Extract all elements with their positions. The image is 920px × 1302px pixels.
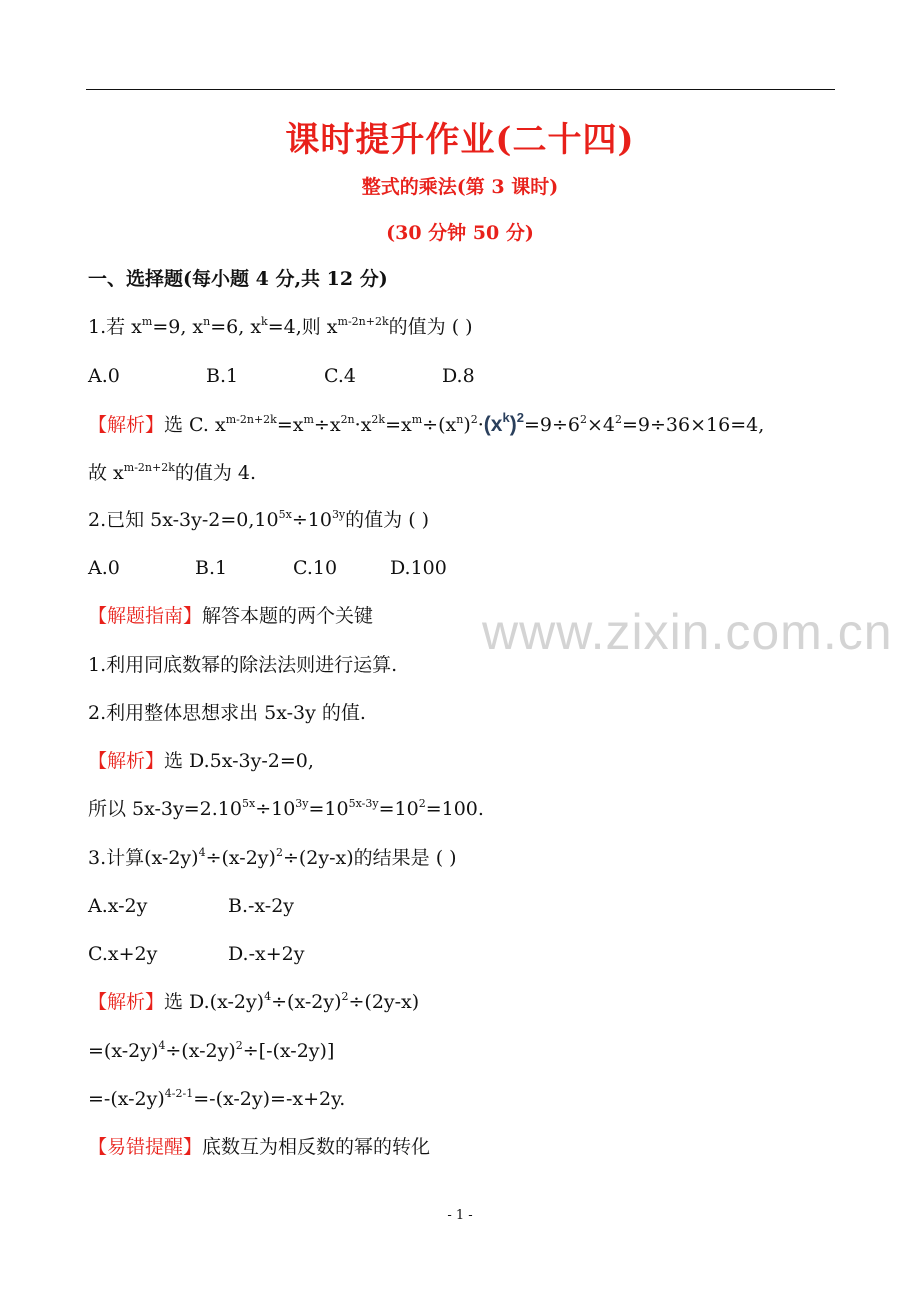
- q3-option-a: A.x-2y: [88, 895, 148, 917]
- q3-stem: 3.计算$(x-2y)^4\div(x-2y)^2\div(2y-x)$的结果是 ( ): [88, 846, 457, 869]
- q1-option-a: A.0: [88, 365, 120, 387]
- section-heading: 一、选择题(每小题 4 分,共 12 分): [88, 268, 388, 290]
- formula-image-xk-squared: $(x^k)^2$: [483, 410, 524, 436]
- q2-option-d: D.100: [390, 557, 447, 579]
- time-score-info: (30 分钟 50 分): [386, 222, 534, 244]
- page-subtitle: 整式的乘法(第 3 课时): [361, 176, 559, 198]
- q2-analysis: 【解析】选 D.5x-3y-2=0,: [88, 750, 314, 772]
- q1-conclusion: 故 $x^{m-2n+2k}$的值为 4.: [88, 461, 257, 484]
- q1-option-d: D.8: [442, 365, 475, 387]
- tip-label: 【易错提醒】: [88, 1136, 203, 1158]
- q3-options-row2: [88, 942, 304, 966]
- watermark: www.zixin.com.cn: [482, 604, 893, 660]
- header-rule: [86, 89, 835, 90]
- q2-stem: 2.已知 $5x-3y-2=0,10^{5x}\div 10^{3y}$的值为 ( ): [88, 508, 430, 531]
- guide-label: 【解题指南】: [88, 605, 203, 627]
- q3-option-b: B.-x-2y: [228, 895, 295, 917]
- q2-option-b: B.1: [195, 557, 228, 579]
- page-number: - 1 -: [447, 1208, 473, 1223]
- q2-options: [88, 556, 447, 580]
- q3-analysis: 【解析】选 $D.(x-2y)^4\div(x-2y)^2\div(2y-x)$: [88, 990, 420, 1013]
- q1-stem: 1.若 $x^m=9$, $x^n=6$, $x^k=4$,则 $x^{m-2n+2k}$的值为 ( ): [88, 315, 473, 338]
- q3-tip: 【易错提醒】底数互为相反数的幂的转化: [88, 1136, 431, 1158]
- page-title: 课时提升作业(二十四): [285, 120, 635, 160]
- q2-guide: 【解题指南】解答本题的两个关键: [88, 605, 374, 627]
- q3-option-c: C.x+2y: [88, 943, 158, 965]
- q2-option-a: A.0: [88, 557, 120, 579]
- q2-so: 所以 $5x-3y=2.10^{5x}\div 10^{3y}=10^{5x-3y}=10^2=100$.: [88, 797, 484, 820]
- analysis-label: 【解析】: [88, 750, 165, 772]
- q3-step-2: $=(x-2y)^4\div(x-2y)^2\div[-(x-2y)]$: [88, 1039, 335, 1062]
- q2-option-c: C.10: [293, 557, 338, 579]
- q3-option-d: D.-x+2y: [228, 943, 305, 965]
- analysis-label: 【解析】: [88, 414, 165, 436]
- q1-options: [88, 364, 475, 388]
- q3-step-3: $=-(x-2y)^{4-2-1}=-(x-2y)=-x+2y$.: [88, 1087, 346, 1110]
- q1-option-b: B.1: [206, 365, 239, 387]
- q2-guide-point-2: 2.利用整体思想求出 5x-3y 的值.: [88, 702, 366, 724]
- q2-guide-point-1: 1.利用同底数幂的除法法则进行运算.: [88, 654, 398, 676]
- q1-analysis: 【解析】选 C. $x^{m-2n+2k}=x^m\div x^{2n}\cdot x^{2k}=x^m\div(x^n)^2\cdot(x^k)^2=9\div 6^2\times 4^2=9\div 36\times 16=4$,: [88, 410, 765, 436]
- q1-option-c: C.4: [324, 365, 356, 387]
- analysis-label: 【解析】: [88, 991, 165, 1013]
- q3-options-row1: [88, 894, 294, 918]
